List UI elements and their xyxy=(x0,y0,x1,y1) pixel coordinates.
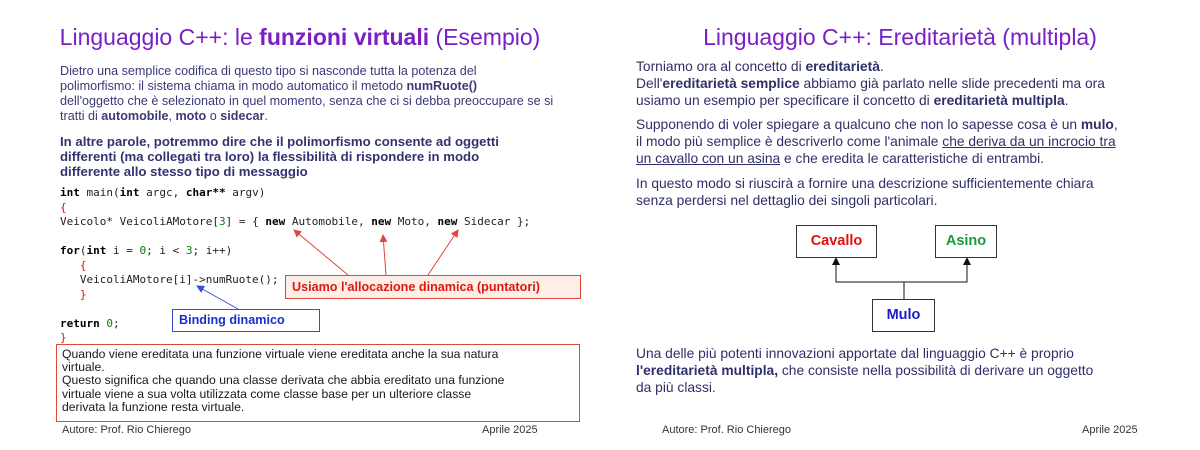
para-text: usiamo un esempio per specificare il concetto di xyxy=(636,93,934,108)
code-number: 3 xyxy=(185,244,193,257)
node-label: Cavallo xyxy=(810,233,863,249)
virtual-inheritance-note xyxy=(56,344,580,422)
code-text: ; i++) xyxy=(192,244,233,257)
footer-author: Autore: Prof. Rio Chierego xyxy=(62,424,192,436)
node-label: Mulo xyxy=(886,307,921,323)
term-inheritance: ereditarietà xyxy=(805,59,880,74)
class-sidecar: sidecar xyxy=(220,109,265,123)
para-text: il modo più semplice è descriverlo come l'animale xyxy=(636,134,943,149)
callout-dynamic-binding: Binding dinamico xyxy=(172,309,320,332)
lead-line: In altre parole, potremmo dire che il polimorfismo consente ad oggetti xyxy=(60,134,499,149)
code-text: Sidecar }; xyxy=(457,215,531,228)
note-line: Questo significa che quando una classe derivata che abbia ereditato una funzione xyxy=(62,373,505,388)
para-line: In questo modo si riuscirà a fornire una descrizione sufficientemente chiara xyxy=(636,176,1094,191)
code-keyword: char** xyxy=(185,186,226,199)
lead-line: differente allo stesso tipo di messaggio xyxy=(60,164,308,179)
slide-title: Linguaggio C++: Ereditarietà (multipla) xyxy=(703,24,1097,50)
intro-text: . xyxy=(264,109,268,123)
code-text: Veicolo* VeicoliAMotore[ xyxy=(60,215,219,228)
code-keyword: return xyxy=(60,316,100,330)
para-text: Supponendo di voler spiegare a qualcuno che non lo sapesse cosa è un xyxy=(636,117,1081,132)
para-line xyxy=(636,362,1164,379)
para-text: , xyxy=(1113,117,1118,132)
note-line: virtuale. xyxy=(62,360,105,375)
arrow-to-call xyxy=(197,286,238,309)
code-keyword: new xyxy=(265,215,286,228)
connector-to-asino xyxy=(904,258,967,282)
arrow-to-automobile xyxy=(294,230,348,275)
note-line: derivata la funzione resta virtuale. xyxy=(62,399,245,414)
code-number: 3 xyxy=(218,215,226,228)
callout-dynamic-allocation: Usiamo l'allocazione dinamica (puntatori) xyxy=(285,275,581,299)
paragraph-multiple-inheritance xyxy=(636,345,1164,396)
class-node-mulo xyxy=(872,299,935,332)
code-keyword: int xyxy=(86,244,107,257)
term-simple-inheritance: ereditarietà semplice xyxy=(662,76,800,91)
note-line: virtuale viene a sua volta utilizzata come classe base per un ulteriore classe xyxy=(62,386,472,401)
para-text: che consiste nella possibilità di derivare un oggetto xyxy=(778,363,1094,378)
class-node-cavallo xyxy=(796,225,877,258)
code-text: i = xyxy=(106,244,140,257)
code-text: Automobile, xyxy=(285,215,372,228)
code-keyword: int xyxy=(119,186,140,199)
para-text: Dell' xyxy=(636,76,663,91)
underlined-text: un cavallo con un asina xyxy=(636,151,781,166)
term-multiple-inheritance: ereditarietà multipla xyxy=(933,93,1065,108)
note-line: Quando viene ereditata una funzione virtuale viene ereditata anche la sua natura xyxy=(62,347,499,361)
code-text: ; i < xyxy=(146,244,186,257)
para-text: e che eredita le caratteristiche di entrambi. xyxy=(780,151,1045,166)
term-mulo: mulo xyxy=(1080,117,1114,132)
code-line: } xyxy=(60,331,67,344)
code-text: ] = { xyxy=(225,215,266,228)
code-keyword: for xyxy=(60,244,80,257)
title-bold: funzioni virtuali xyxy=(259,24,430,50)
intro-text: , xyxy=(168,109,176,123)
code-line: VeicoliAMotore[i]->numRuote(); xyxy=(60,273,279,286)
code-text: argc, xyxy=(139,186,186,199)
code-line: } xyxy=(60,287,87,301)
code-number: 0 xyxy=(106,316,113,330)
underlined-text: che deriva da un incrocio tra xyxy=(942,134,1116,149)
intro-text: polimorfismo: il sistema chiama in modo automatico il metodo xyxy=(60,79,407,93)
class-automobile: automobile xyxy=(101,109,169,123)
code-text: ( xyxy=(79,244,87,257)
para-line: da più classi. xyxy=(636,380,716,395)
footer-date: Aprile 2025 xyxy=(482,424,538,436)
code-line: { xyxy=(60,258,87,272)
para-line: Una delle più potenti innovazioni apportate dal linguaggio C++ è proprio xyxy=(636,346,1074,361)
para-text: . xyxy=(1064,93,1069,108)
para-text: Torniamo ora al concetto di xyxy=(636,59,806,74)
code-text: argv) xyxy=(225,186,266,199)
intro-line: dell'oggetto che è selezionato in quel momento, senza che ci si debba preoccupare se si xyxy=(60,94,554,108)
node-label: Asino xyxy=(945,233,987,249)
code-number: 0 xyxy=(139,244,147,257)
title-text-end: (Esempio) xyxy=(429,24,541,50)
arrow-to-sidecar xyxy=(428,230,458,275)
code-text: ; xyxy=(113,316,120,330)
code-keyword: int xyxy=(60,186,80,199)
class-moto: moto xyxy=(175,109,207,123)
connector-to-cavallo xyxy=(836,258,904,282)
para-line: senza perdersi nel dettaglio dei singoli particolari. xyxy=(636,193,938,208)
para-text: abbiamo già parlato nelle slide precedenti ma ora xyxy=(799,76,1105,91)
code-line: { xyxy=(60,200,67,214)
term-multiple-inheritance: l'ereditarietà multipla, xyxy=(636,363,779,378)
footer-author: Autore: Prof. Rio Chierego xyxy=(662,424,792,436)
arrow-to-moto xyxy=(383,235,386,275)
lead-line: differenti (ma collegati tra loro) la flessibilità di rispondere in modo xyxy=(60,149,480,164)
intro-text: tratti di xyxy=(60,109,102,123)
code-keyword: new xyxy=(371,215,392,228)
footer-date: Aprile 2025 xyxy=(1082,424,1138,436)
title-text: Linguaggio C++: le xyxy=(59,24,260,50)
code-text: main( xyxy=(79,186,120,199)
intro-text: o xyxy=(206,109,221,123)
code-text: Moto, xyxy=(391,215,438,228)
para-text: . xyxy=(879,59,884,74)
class-node-asino xyxy=(935,225,997,258)
method-name: numRuote() xyxy=(406,79,478,93)
code-keyword: new xyxy=(437,215,458,228)
intro-line: Dietro una semplice codifica di questo tipo si nasconde tutta la potenza del xyxy=(60,64,477,78)
